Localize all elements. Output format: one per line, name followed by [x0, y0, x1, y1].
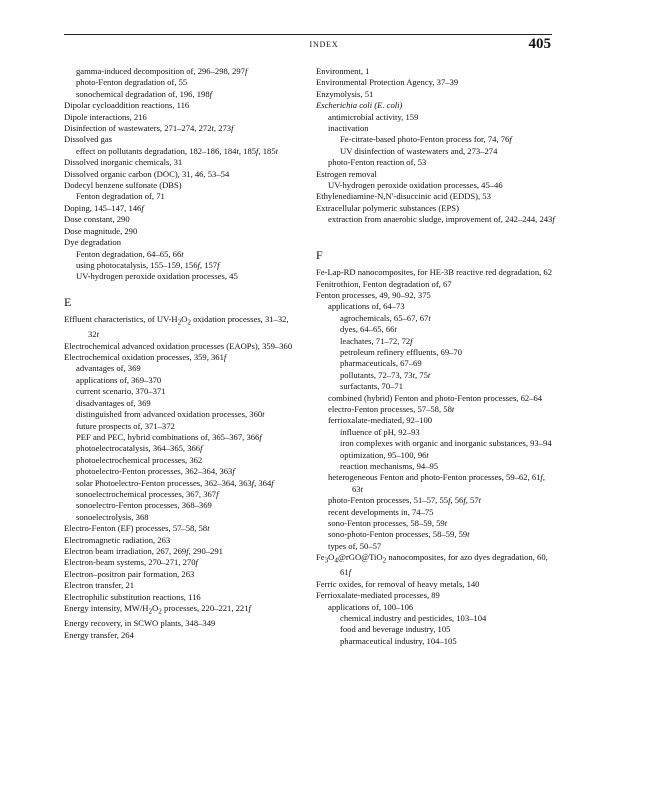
index-entry: UV disinfection of wastewaters and, 273–274: [340, 145, 498, 156]
index-entry: heterogeneous Fenton and photo-Fenton processes, 59–62, 61f, 63t: [328, 472, 545, 494]
index-entry: Dipole interactions, 216: [64, 111, 147, 122]
index-entry: Electro-Fenton (EF) processes, 57–58, 58t: [64, 523, 210, 534]
index-entry: Dipolar cycloaddition reactions, 116: [64, 100, 190, 111]
index-entry: pollutants, 72–73, 73t, 75t: [340, 369, 431, 380]
index-entry: photo-Fenton degradation of, 55: [76, 77, 188, 88]
index-entry: photoelectrochemical processes, 362: [76, 454, 203, 465]
index-entry: inactivation: [328, 123, 369, 134]
index-entry: UV-hydrogen peroxide oxidation processes, 45–46: [328, 180, 503, 191]
index-entry: Dissolved inorganic chemicals, 31: [64, 157, 183, 168]
index-entry: photo-Fenton processes, 51–57, 55f, 56f, 57t: [328, 495, 482, 506]
index-entry: Electromagnetic radiation, 263: [64, 534, 171, 545]
index-entry: Doping, 145–147, 146f: [64, 202, 144, 213]
index-entry: applications of, 64–73: [328, 301, 405, 312]
index-entry: Dissolved gas: [64, 134, 112, 145]
index-entry: electro-Fenton processes, 57–58, 58t: [328, 403, 455, 414]
index-column-right: [316, 66, 556, 647]
index-entry: sonochemical degradation of, 196, 198f: [76, 88, 213, 99]
index-entry: effect on pollutants degradation, 182–186, 184t, 185f, 185t: [76, 145, 279, 156]
index-entry: influence of pH, 92–93: [340, 426, 420, 437]
index-entry: chemical industry and pesticides, 103–104: [340, 613, 487, 623]
index-entry: Ferrioxalate-mediated processes, 89: [316, 590, 440, 601]
index-entry: Electron–positron pair formation, 263: [64, 568, 195, 579]
index-entry: applications of, 369–370: [76, 374, 162, 385]
index-entry: combined (hybrid) Fenton and photo-Fenton processes, 62–64: [328, 392, 543, 403]
index-entry: pharmaceutical industry, 104–105: [340, 635, 457, 646]
index-entry: Environmental Protection Agency, 37–39: [316, 77, 459, 88]
index-entry: Fenton degradation, 64–65, 66t: [76, 248, 184, 259]
page-number: 405: [528, 36, 551, 52]
index-column-left: [64, 66, 299, 641]
index-entry: Electrophilic substitution reactions, 116: [64, 591, 201, 602]
index-entry: sonoelectrochemical processes, 367, 367f: [76, 488, 219, 499]
index-entry: PEF and PEC, hybrid combinations of, 365–367, 366f: [76, 431, 262, 442]
index-entry: Energy transfer, 264: [64, 629, 134, 640]
index-entry: distinguished from advanced oxidation processes, 360t: [76, 409, 265, 420]
index-entry: extraction from anaerobic sludge, improvement of, 242–244, 243f: [328, 214, 555, 225]
index-entry: recent developments in, 74–75: [328, 506, 434, 517]
index-entry: applications of, 100–106: [328, 601, 414, 612]
index-entry: disadvantages of, 369: [76, 397, 151, 408]
section-letter-f: F: [316, 247, 323, 262]
section-letter-e: E: [64, 294, 72, 309]
index-entry: sono-Fenton processes, 58–59, 59t: [328, 518, 448, 529]
index-entry: types of, 50–57: [328, 540, 382, 551]
header-rule: [64, 34, 552, 35]
index-entry: Electron transfer, 21: [64, 580, 135, 591]
index-entry: Fenitrothion, Fenton degradation of, 67: [316, 278, 452, 289]
index-entry: $Fe_3O_4@rGO@TiO_2$ nanocomposites, for azo dyes degradation, 60, 61f: [316, 552, 548, 578]
index-entry: agrochemicals, 65–67, 67t: [340, 312, 431, 323]
index-entry: photoelectrocatalysis, 364–365, 366f: [76, 443, 203, 454]
index-entry: Escherichia coli (E. coli): [316, 100, 403, 111]
index-entry: Enzymolysis, 51: [316, 88, 374, 99]
index-entry: dyes, 64–65, 66t: [340, 324, 397, 335]
index-entry: Disinfection of wastewaters, 271–274, 272t, 273f: [64, 123, 234, 134]
index-entry: Energy intensity, $MW/H_2O_2$ processes, 220–221, 221f: [64, 603, 251, 616]
index-entry: gamma-induced decomposition of, 296–298, 297f: [76, 66, 248, 76]
index-entry: Effluent characteristics, of $UV-H_2O_2$ oxidation processes, 31–32, 32t: [64, 314, 289, 340]
index-entry: food and beverage industry, 105: [340, 624, 451, 635]
index-entry: Electron beam irradiation, 267, 269f, 290–291: [64, 545, 223, 556]
index-entry: Estrogen removal: [316, 168, 377, 179]
index-entry: pharmaceuticals, 67–69: [340, 358, 422, 369]
index-entry: antimicrobial activity, 159: [328, 111, 419, 122]
index-entry: Fe-citrate-based photo-Fenton process for, 74, 76f: [340, 134, 512, 145]
index-entry: iron complexes with organic and inorganic substances, 93–94: [340, 438, 552, 449]
index-entry: Extracellular polymeric substances (EPS): [316, 202, 459, 213]
index-entry: Electron-beam systems, 270–271, 270f: [64, 557, 198, 568]
index-entry: ferrioxalate-mediated, 92–100: [328, 415, 433, 426]
index-entry: future prospects of, 371–372: [76, 420, 175, 431]
index-entry: Dye degradation: [64, 237, 122, 248]
index-entry: advantages of, 369: [76, 363, 141, 374]
index-entry: sonoelectro-Fenton processes, 368–369: [76, 500, 212, 511]
index-entry: photo-Fenton reaction of, 53: [328, 157, 427, 168]
index-entry: Dodecyl benzene sulfonate (DBS): [64, 180, 182, 191]
index-entry: Dissolved organic carbon (DOC), 31, 46, 53–54: [64, 168, 230, 179]
index-entry: leachates, 71–72, 72f: [340, 335, 413, 346]
index-entry: current scenario, 370–371: [76, 386, 166, 397]
index-entry: photoelectro-Fenton processes, 362–364, 363f: [76, 466, 235, 477]
index-entry: Energy recovery, in SCWO plants, 348–349: [64, 618, 216, 629]
index-entry: using photocatalysis, 155–159, 156f, 157f: [76, 259, 220, 270]
index-entry: solar Photoelectro-Fenton processes, 362–364, 363f, 364f: [76, 477, 274, 488]
running-header: INDEX: [309, 40, 339, 49]
index-entry: Fenton degradation of, 71: [76, 191, 165, 202]
index-entry: petroleum refinery effluents, 69–70: [340, 346, 463, 357]
index-entry: Electrochemical oxidation processes, 359, 361f: [64, 352, 227, 363]
index-entry: Electrochemical advanced oxidation processes (EAOPs), 359–360: [64, 340, 293, 351]
index-entry: Ferric oxides, for removal of heavy metals, 140: [316, 578, 480, 589]
index-entry: surfactants, 70–71: [340, 381, 404, 392]
index-entry: Fe-Lap-RD nanocomposites, for HE-3B reactive red degradation, 62: [316, 267, 553, 278]
index-entry: Dose constant, 290: [64, 214, 130, 225]
index-entry: Dose magnitude, 290: [64, 225, 138, 236]
index-entry: Fenton processes, 49, 90–92, 375: [316, 289, 431, 300]
index-entry: reaction mechanisms, 94–95: [340, 461, 439, 471]
index-entry: optimization, 95–100, 96t: [340, 449, 429, 460]
index-entry: UV-hydrogen peroxide oxidation processes, 45: [76, 271, 238, 282]
index-entry: sonoelectrolysis, 368: [76, 511, 149, 522]
index-entry: sono-photo-Fenton processes, 58–59, 59t: [328, 529, 470, 540]
index-entry: Environment, 1: [316, 66, 370, 76]
index-entry: Ethylenediamine-N,N′-disuccinic acid (EDDS), 53: [316, 191, 491, 202]
